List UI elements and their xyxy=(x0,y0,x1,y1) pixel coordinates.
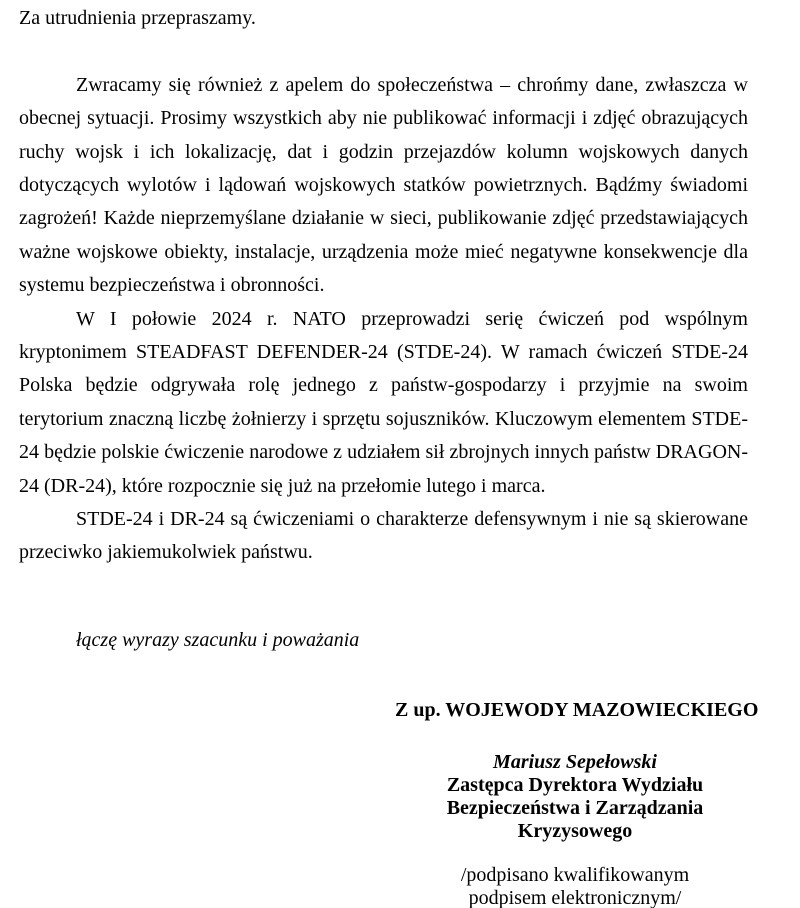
body-paragraph-defensive-nature: STDE-24 i DR-24 są ćwiczeniami o charakterze defensywnym i nie są skierowane przeciwko jakiemukolwiek państwu. xyxy=(19,508,748,564)
signature-block xyxy=(395,699,759,908)
closing-salutation: łączę wyrazy szacunku i poważania xyxy=(76,629,360,651)
signatory-title-line-1: Zastępca Dyrektora Wydziału xyxy=(446,774,704,796)
intro-line: Za utrudnienia przepraszamy. xyxy=(19,7,256,29)
esignature-note-line-1: /podpisano kwalifikowanym xyxy=(460,864,690,886)
signatory-name: Mariusz Sepełowski xyxy=(493,751,657,773)
signatory-title-line-2: Bezpieczeństwa i Zarządzania xyxy=(446,797,704,819)
signature-authority: Z up. WOJEWODY MAZOWIECKIEGO xyxy=(395,699,759,721)
letter-body xyxy=(19,2,748,570)
body-paragraph-appeal: Zwracamy się również z apelem do społeczeństwa – chrońmy dane, zwłaszcza w obecnej sytuacji. Prosimy wszystkich aby nie publikować informacji i zdjęć obrazujących ruchy wojsk i ich lokalizację, dat i godzin przejazdów kolumn wojskowych danych dotyczących wylotów i lądowań wojskowych statków powietrznych. Bądźmy świadomi zagrożeń! Każde nieprzemyślane działanie w sieci, publikowanie zdjęć przedstawiających ważne wojskowe obiekty, instalacje, urządzenia może mieć negatywne konsekwencje dla systemu bezpieczeństwa i obronności. xyxy=(19,73,748,297)
signatory-title-line-3: Kryzysowego xyxy=(517,820,633,842)
signatory-identity xyxy=(395,751,755,843)
esignature-note xyxy=(395,864,755,908)
esignature-note-line-2: podpisem elektronicznym/ xyxy=(468,887,682,908)
body-paragraph-nato-exercises: W I połowie 2024 r. NATO przeprowadzi serię ćwiczeń pod wspólnym kryptonimem STEADFAST DEFENDER-24 (STDE-24). W ramach ćwiczeń STDE-24 Polska będzie odgrywała rolę jednego z państw-gospodarzy i przyjmie na swoim terytorium znaczną liczbę żołnierzy i sprzętu sojuszników. Kluczowym elementem STDE-24 będzie polskie ćwiczenie narodowe z udziałem sił zbrojnych innych państw DRAGON-24 (DR-24), które rozpocznie się już na przełomie lutego i marca. xyxy=(19,307,748,497)
